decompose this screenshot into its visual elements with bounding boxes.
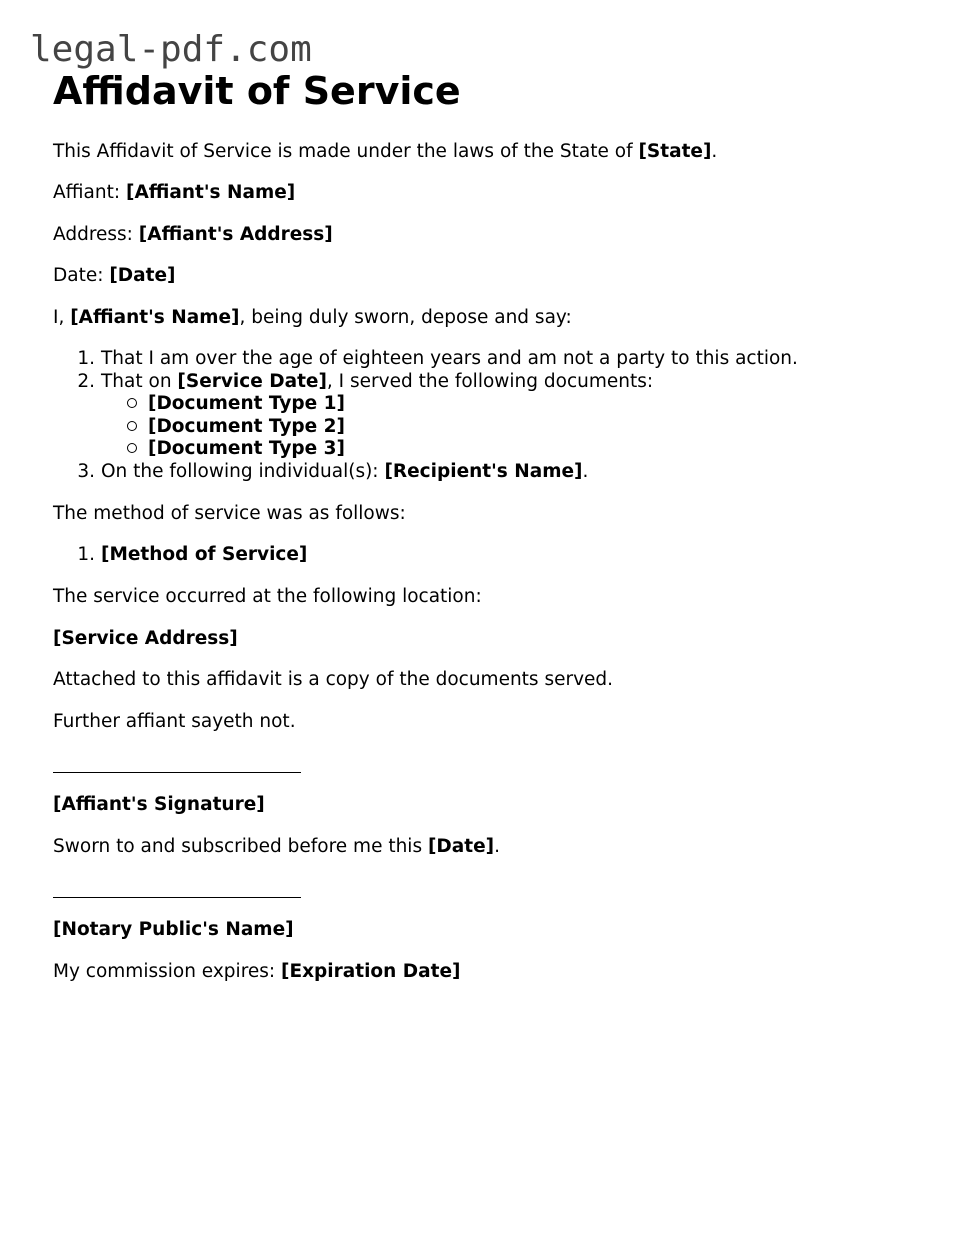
document-type-placeholder: [Document Type 1] xyxy=(148,393,345,414)
sworn-statement xyxy=(53,835,500,859)
list-number: 1. xyxy=(77,348,95,369)
commission-line xyxy=(53,960,460,984)
intro-paragraph xyxy=(53,140,717,164)
sworn-date-placeholder: [Date] xyxy=(427,836,495,857)
circle-bullet-icon xyxy=(127,421,137,431)
notary-signature-line xyxy=(53,897,301,898)
list-number: 2. xyxy=(77,371,95,392)
date-label: Date: xyxy=(53,265,110,286)
circle-bullet-icon xyxy=(127,443,137,453)
statement-item-1 xyxy=(71,347,798,371)
intro-text: This Affidavit of Service is made under the laws of the State of xyxy=(53,141,639,162)
oath-suffix: , being duly sworn, depose and say: xyxy=(239,307,572,328)
statement-text: That I am over the age of eighteen years and am not a party to this action. xyxy=(101,348,798,369)
statement-prefix: On the following individual(s): xyxy=(101,461,385,482)
date-line xyxy=(53,264,176,288)
oath-paragraph xyxy=(53,306,572,330)
closing-statement: Further affiant sayeth not. xyxy=(53,711,296,732)
list-number: 3. xyxy=(77,461,95,482)
state-placeholder: [State] xyxy=(638,141,712,162)
document-list-item xyxy=(127,437,345,461)
date-placeholder: [Date] xyxy=(109,265,176,286)
method-of-service-placeholder: [Method of Service] xyxy=(101,544,308,565)
affiant-address-placeholder: [Affiant's Address] xyxy=(138,224,333,245)
document-type-placeholder: [Document Type 2] xyxy=(148,416,345,437)
attached-statement: Attached to this affidavit is a copy of the documents served. xyxy=(53,669,614,690)
statement-prefix: That on xyxy=(101,371,178,392)
affiant-signature-placeholder: [Affiant's Signature] xyxy=(53,794,265,815)
oath-prefix: I, xyxy=(53,307,71,328)
commission-label: My commission expires: xyxy=(53,961,282,982)
sworn-end: . xyxy=(494,836,501,857)
expiration-date-placeholder: [Expiration Date] xyxy=(281,961,461,982)
affiant-label: Affiant: xyxy=(53,182,126,203)
statement-suffix: , I served the following documents: xyxy=(326,371,654,392)
address-line xyxy=(53,223,333,247)
circle-bullet-icon xyxy=(127,398,137,408)
statement-item-2 xyxy=(71,370,653,394)
method-item xyxy=(71,543,307,567)
document-list-item xyxy=(127,415,345,439)
affiant-name-placeholder: [Affiant's Name] xyxy=(125,182,296,203)
address-label: Address: xyxy=(53,224,139,245)
sworn-prefix: Sworn to and subscribed before me this xyxy=(53,836,428,857)
notary-name-placeholder: [Notary Public's Name] xyxy=(53,919,294,940)
oath-affiant-placeholder: [Affiant's Name] xyxy=(70,307,240,328)
intro-end: . xyxy=(711,141,718,162)
list-number: 1. xyxy=(77,544,95,565)
method-intro: The method of service was as follows: xyxy=(53,503,406,524)
document-list-item xyxy=(127,392,345,416)
document-type-placeholder: [Document Type 3] xyxy=(148,438,345,459)
affiant-line xyxy=(53,181,295,205)
service-date-placeholder: [Service Date] xyxy=(177,371,327,392)
affiant-signature-line xyxy=(53,772,301,773)
page-title: Affidavit of Service xyxy=(53,69,461,113)
statement-end: . xyxy=(582,461,589,482)
statement-item-3 xyxy=(71,460,588,484)
watermark: legal-pdf.com xyxy=(30,29,312,70)
service-address-placeholder: [Service Address] xyxy=(53,628,238,649)
recipient-name-placeholder: [Recipient's Name] xyxy=(384,461,583,482)
location-intro: The service occurred at the following location: xyxy=(53,586,482,607)
